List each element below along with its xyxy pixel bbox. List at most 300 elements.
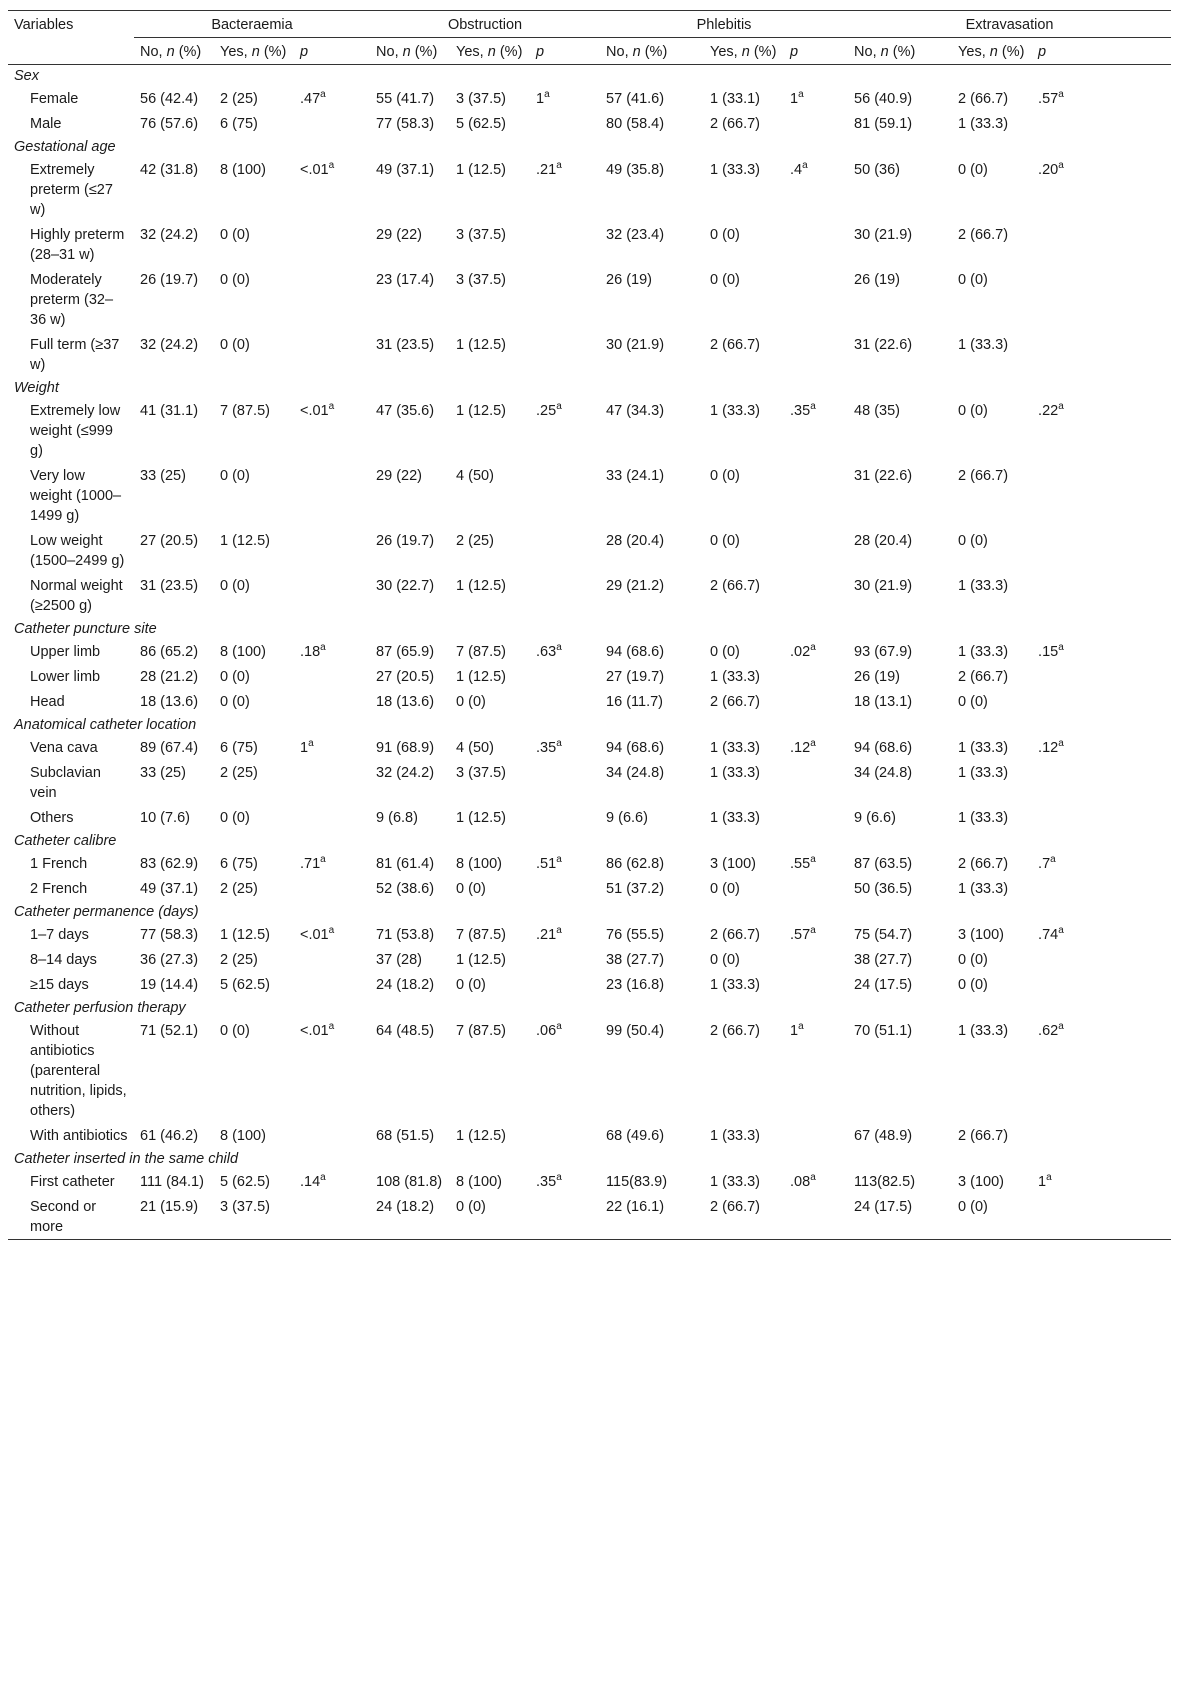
p-value: .21: [536, 162, 557, 178]
p-value-cell: [1032, 922, 1171, 947]
value-cell: [848, 922, 952, 947]
value-cell: [848, 689, 952, 714]
cell-value: 108 (81.8): [376, 1174, 443, 1190]
footnote-marker: a: [1058, 738, 1064, 750]
cell-value: 0 (0): [958, 977, 988, 993]
cell-value: 2 (66.7): [958, 1128, 1009, 1144]
value-cell: [704, 760, 784, 805]
cell-value: 0 (0): [220, 1023, 250, 1039]
footnote-marker: a: [308, 738, 314, 750]
value-cell: [704, 267, 784, 332]
value-cell: [214, 157, 294, 222]
cell-value: 8 (100): [220, 162, 266, 178]
value-cell: [952, 805, 1032, 830]
value-cell: [600, 332, 704, 377]
value-cell: [134, 760, 214, 805]
group-header-obstruction: Obstruction: [370, 11, 600, 38]
cell-value: 56 (40.9): [854, 91, 913, 107]
p-value-cell: [294, 222, 370, 267]
cell-value: 21 (15.9): [140, 1199, 199, 1215]
cell-value: 5 (62.5): [220, 977, 270, 993]
p-value-cell: [530, 947, 600, 972]
p-value: .18: [300, 644, 321, 660]
value-cell: [214, 851, 294, 876]
value-cell: [952, 573, 1032, 618]
value-cell: [370, 639, 450, 664]
cell-value: 6 (75): [220, 116, 258, 132]
n-label: n: [251, 44, 260, 60]
cell-value: 1 (33.3): [958, 116, 1009, 132]
p-value-cell: [784, 735, 848, 760]
value-cell: [600, 664, 704, 689]
footnote-marker: a: [328, 401, 335, 413]
cell-value: 28 (20.4): [606, 533, 665, 549]
table-row: [8, 332, 1171, 377]
value-cell: [952, 1018, 1032, 1123]
cell-value: 0 (0): [220, 669, 250, 685]
cell-value: 71 (52.1): [140, 1023, 199, 1039]
p-value: <.01: [300, 1023, 329, 1039]
value-cell: [952, 157, 1032, 222]
cell-value: 1 (12.5): [456, 1128, 507, 1144]
cell-value: 28 (20.4): [854, 533, 913, 549]
cell-value: 57 (41.6): [606, 91, 665, 107]
p-value-cell: [1032, 972, 1171, 997]
cell-value: 22 (16.1): [606, 1199, 665, 1215]
value-cell: [848, 86, 952, 111]
cell-value: 94 (68.6): [606, 644, 665, 660]
value-cell: [214, 922, 294, 947]
no-label: No,: [606, 44, 633, 60]
value-cell: [450, 222, 530, 267]
value-cell: [952, 851, 1032, 876]
table-row: [8, 876, 1171, 901]
value-cell: [214, 86, 294, 111]
p-value-cell: [1032, 1194, 1171, 1240]
value-cell: [704, 947, 784, 972]
value-cell: [214, 664, 294, 689]
p-value-cell: [294, 1169, 370, 1194]
footnote-marker: a: [556, 925, 562, 937]
value-cell: [952, 972, 1032, 997]
cell-value: 38 (27.7): [854, 952, 913, 968]
table-row: [8, 1194, 1171, 1240]
p-value: .74: [1038, 927, 1059, 943]
value-cell: [600, 922, 704, 947]
value-cell: [704, 86, 784, 111]
footnote-marker: a: [1058, 642, 1064, 654]
table-row: [8, 463, 1171, 528]
cell-value: 0 (0): [220, 578, 250, 594]
no-header: [370, 38, 450, 65]
cell-value: 32 (24.2): [140, 337, 199, 353]
cell-value: 3 (37.5): [456, 765, 507, 781]
p-value: .12: [790, 740, 811, 756]
value-cell: [370, 735, 450, 760]
p-value-cell: [530, 573, 600, 618]
value-cell: [450, 332, 530, 377]
p-label: p: [300, 44, 309, 60]
p-value-cell: [294, 157, 370, 222]
value-cell: [952, 922, 1032, 947]
p-value-cell: [530, 664, 600, 689]
no-header: [134, 38, 214, 65]
cell-value: 23 (17.4): [376, 272, 435, 288]
value-cell: [848, 1123, 952, 1148]
yes-label: Yes,: [958, 44, 990, 60]
footnote-marker: a: [810, 401, 816, 413]
p-value-cell: [1032, 1169, 1171, 1194]
section-row: [8, 618, 1171, 639]
footnote-marker: a: [556, 642, 562, 654]
pct-label: (%): [410, 44, 438, 60]
row-label: First catheter: [30, 1174, 115, 1190]
row-label: Normal weight (≥2500 g): [30, 578, 123, 614]
p-value-cell: [530, 876, 600, 901]
value-cell: [848, 876, 952, 901]
pct-label: (%): [749, 44, 777, 60]
value-cell: [370, 805, 450, 830]
cell-value: 24 (18.2): [376, 977, 435, 993]
value-cell: [848, 1018, 952, 1123]
cell-value: 9 (6.6): [854, 810, 896, 826]
value-cell: [952, 1123, 1032, 1148]
value-cell: [370, 463, 450, 528]
p-value-cell: [1032, 111, 1171, 136]
cell-value: 30 (21.9): [854, 227, 913, 243]
p-value-cell: [294, 664, 370, 689]
p-value-cell: [294, 463, 370, 528]
cell-value: 83 (62.9): [140, 856, 199, 872]
value-cell: [370, 398, 450, 463]
cell-value: 1 (33.3): [710, 403, 761, 419]
yes-header: [214, 38, 294, 65]
cell-value: 81 (59.1): [854, 116, 913, 132]
section-row: [8, 997, 1171, 1018]
cell-value: 76 (55.5): [606, 927, 665, 943]
value-cell: [370, 1169, 450, 1194]
cell-value: 0 (0): [710, 272, 740, 288]
cell-value: 2 (25): [220, 765, 258, 781]
cell-value: 56 (42.4): [140, 91, 199, 107]
cell-value: 34 (24.8): [854, 765, 913, 781]
value-cell: [600, 639, 704, 664]
cell-value: 0 (0): [456, 881, 486, 897]
value-cell: [704, 1123, 784, 1148]
value-cell: [370, 528, 450, 573]
cell-value: 42 (31.8): [140, 162, 199, 178]
p-value-cell: [1032, 1123, 1171, 1148]
value-cell: [704, 922, 784, 947]
cell-value: 1 (33.3): [958, 810, 1009, 826]
cell-value: 49 (37.1): [376, 162, 435, 178]
value-cell: [704, 972, 784, 997]
value-cell: [370, 1018, 450, 1123]
pct-label: (%): [640, 44, 668, 60]
value-cell: [370, 267, 450, 332]
section-row: [8, 1148, 1171, 1169]
value-cell: [214, 1169, 294, 1194]
cell-value: 7 (87.5): [456, 644, 507, 660]
p-value-cell: [784, 664, 848, 689]
p-value: 1: [536, 91, 545, 107]
footnote-marker: a: [1058, 1021, 1064, 1033]
n-label: n: [989, 44, 998, 60]
cell-value: 71 (53.8): [376, 927, 435, 943]
value-cell: [848, 332, 952, 377]
value-cell: [600, 157, 704, 222]
cell-value: 1 (12.5): [456, 669, 507, 685]
footnote-marker: a: [544, 89, 550, 101]
p-value: .63: [536, 644, 557, 660]
cell-value: 2 (66.7): [958, 669, 1009, 685]
p-value-cell: [1032, 639, 1171, 664]
section-title: Catheter perfusion therapy: [14, 1000, 186, 1016]
p-value-cell: [1032, 573, 1171, 618]
cell-value: 94 (68.6): [606, 740, 665, 756]
cell-value: 26 (19.7): [140, 272, 199, 288]
cell-value: 2 (66.7): [958, 91, 1009, 107]
cell-value: 0 (0): [710, 227, 740, 243]
yes-header: [952, 38, 1032, 65]
p-value-cell: [784, 1123, 848, 1148]
value-cell: [214, 876, 294, 901]
value-cell: [600, 1018, 704, 1123]
value-cell: [450, 1194, 530, 1240]
pct-label: (%): [997, 44, 1025, 60]
p-label: p: [1038, 44, 1047, 60]
cell-value: 52 (38.6): [376, 881, 435, 897]
row-label: 8–14 days: [30, 952, 97, 968]
value-cell: [952, 222, 1032, 267]
value-cell: [848, 573, 952, 618]
cell-value: 1 (12.5): [456, 337, 507, 353]
row-label: Low weight (1500–2499 g): [30, 533, 125, 569]
value-cell: [370, 851, 450, 876]
cell-value: 55 (41.7): [376, 91, 435, 107]
value-cell: [134, 573, 214, 618]
value-cell: [600, 573, 704, 618]
p-value-cell: [1032, 157, 1171, 222]
cell-value: 48 (35): [854, 403, 900, 419]
cell-value: 3 (37.5): [220, 1199, 270, 1215]
value-cell: [450, 947, 530, 972]
value-cell: [134, 735, 214, 760]
p-value: .35: [790, 403, 811, 419]
footnote-marker: a: [556, 1021, 562, 1033]
p-value-cell: [784, 332, 848, 377]
cell-value: 0 (0): [456, 694, 486, 710]
cell-value: 68 (49.6): [606, 1128, 665, 1144]
footnote-marker: a: [1046, 1172, 1052, 1184]
cell-value: 0 (0): [220, 227, 250, 243]
header-row-sub: [8, 38, 1171, 65]
cell-value: 80 (58.4): [606, 116, 665, 132]
p-value-cell: [294, 528, 370, 573]
value-cell: [450, 639, 530, 664]
table-row: [8, 222, 1171, 267]
p-value-cell: [784, 805, 848, 830]
value-cell: [600, 267, 704, 332]
footnote-marker: a: [1058, 925, 1064, 937]
p-label: p: [790, 44, 799, 60]
value-cell: [704, 639, 784, 664]
value-cell: [952, 947, 1032, 972]
p-value-cell: [784, 972, 848, 997]
value-cell: [704, 528, 784, 573]
cell-value: 2 (25): [220, 91, 258, 107]
footnote-marker: a: [1058, 160, 1064, 172]
p-value-cell: [530, 760, 600, 805]
value-cell: [848, 851, 952, 876]
p-value-cell: [784, 86, 848, 111]
value-cell: [848, 972, 952, 997]
p-value-cell: [530, 111, 600, 136]
section-row: [8, 830, 1171, 851]
value-cell: [600, 947, 704, 972]
cell-value: 3 (100): [710, 856, 756, 872]
value-cell: [450, 805, 530, 830]
p-value-cell: [1032, 876, 1171, 901]
value-cell: [848, 528, 952, 573]
cell-value: 3 (37.5): [456, 91, 507, 107]
value-cell: [370, 1123, 450, 1148]
cell-value: 1 (33.3): [958, 644, 1009, 660]
p-value-cell: [294, 398, 370, 463]
value-cell: [214, 463, 294, 528]
footnote-marker: a: [810, 925, 816, 937]
pct-label: (%): [259, 44, 287, 60]
value-cell: [600, 222, 704, 267]
cell-value: 0 (0): [710, 533, 740, 549]
p-value-cell: [294, 111, 370, 136]
value-cell: [134, 267, 214, 332]
value-cell: [600, 972, 704, 997]
yes-label: Yes,: [710, 44, 742, 60]
p-value-cell: [294, 1194, 370, 1240]
value-cell: [704, 1169, 784, 1194]
yes-header: [450, 38, 530, 65]
value-cell: [370, 972, 450, 997]
value-cell: [600, 398, 704, 463]
value-cell: [952, 760, 1032, 805]
cell-value: 31 (22.6): [854, 468, 913, 484]
no-label: No,: [140, 44, 167, 60]
cell-value: 2 (66.7): [710, 116, 761, 132]
cell-value: 8 (100): [220, 1128, 266, 1144]
value-cell: [704, 876, 784, 901]
cell-value: 0 (0): [220, 468, 250, 484]
p-value-cell: [1032, 86, 1171, 111]
p-value-cell: [294, 805, 370, 830]
value-cell: [214, 267, 294, 332]
value-cell: [134, 463, 214, 528]
group-header-extravasation: Extravasation: [848, 11, 1171, 38]
p-value-cell: [784, 851, 848, 876]
footnote-marker: a: [320, 642, 326, 654]
section-title: Catheter inserted in the same child: [14, 1151, 239, 1167]
p-value-cell: [530, 1194, 600, 1240]
value-cell: [134, 528, 214, 573]
table-row: [8, 639, 1171, 664]
cell-value: 1 (33.3): [958, 765, 1009, 781]
n-label: n: [880, 44, 889, 60]
p-header: [784, 38, 848, 65]
data-table: [8, 10, 1171, 1240]
yes-header: [704, 38, 784, 65]
cell-value: 24 (17.5): [854, 1199, 913, 1215]
row-label: 1 French: [30, 856, 88, 872]
value-cell: [134, 222, 214, 267]
footnote-marker: a: [320, 1172, 326, 1184]
footnote-marker: a: [810, 642, 816, 654]
p-value: <.01: [300, 927, 329, 943]
value-cell: [450, 1123, 530, 1148]
value-cell: [134, 1018, 214, 1123]
value-cell: [214, 805, 294, 830]
row-label: ≥15 days: [30, 977, 89, 993]
value-cell: [600, 1123, 704, 1148]
cell-value: 49 (35.8): [606, 162, 665, 178]
p-value: .12: [1038, 740, 1059, 756]
p-value-cell: [1032, 398, 1171, 463]
p-value-cell: [784, 760, 848, 805]
value-cell: [134, 1123, 214, 1148]
cell-value: 1 (33.3): [710, 669, 761, 685]
footnote-marker: a: [556, 160, 562, 172]
footnote-marker: a: [1050, 854, 1056, 866]
cell-value: 7 (87.5): [456, 927, 507, 943]
value-cell: [214, 1194, 294, 1240]
p-value: .62: [1038, 1023, 1059, 1039]
cell-value: 8 (100): [220, 644, 266, 660]
cell-value: 26 (19.7): [376, 533, 435, 549]
cell-value: 2 (66.7): [710, 578, 761, 594]
row-label: Highly preterm (28–31 w): [30, 227, 125, 263]
cell-value: 86 (62.8): [606, 856, 665, 872]
table-row: [8, 805, 1171, 830]
value-cell: [134, 332, 214, 377]
p-value-cell: [530, 267, 600, 332]
value-cell: [704, 332, 784, 377]
cell-value: 76 (57.6): [140, 116, 199, 132]
p-header: [530, 38, 600, 65]
table-row: [8, 86, 1171, 111]
p-value-cell: [784, 689, 848, 714]
table-row: [8, 851, 1171, 876]
value-cell: [370, 111, 450, 136]
value-cell: [214, 947, 294, 972]
cell-value: 1 (33.3): [710, 765, 761, 781]
value-cell: [450, 922, 530, 947]
value-cell: [600, 735, 704, 760]
cell-value: 24 (17.5): [854, 977, 913, 993]
value-cell: [704, 463, 784, 528]
p-value-cell: [530, 463, 600, 528]
value-cell: [450, 267, 530, 332]
value-cell: [450, 735, 530, 760]
cell-value: 18 (13.1): [854, 694, 913, 710]
cell-value: 2 (66.7): [710, 1199, 761, 1215]
cell-value: 1 (12.5): [456, 810, 507, 826]
cell-value: 5 (62.5): [456, 116, 507, 132]
cell-value: 8 (100): [456, 1174, 502, 1190]
cell-value: 30 (22.7): [376, 578, 435, 594]
value-cell: [450, 86, 530, 111]
p-value: .57: [790, 927, 811, 943]
cell-value: 3 (100): [958, 1174, 1004, 1190]
cell-value: 1 (33.3): [710, 1174, 761, 1190]
